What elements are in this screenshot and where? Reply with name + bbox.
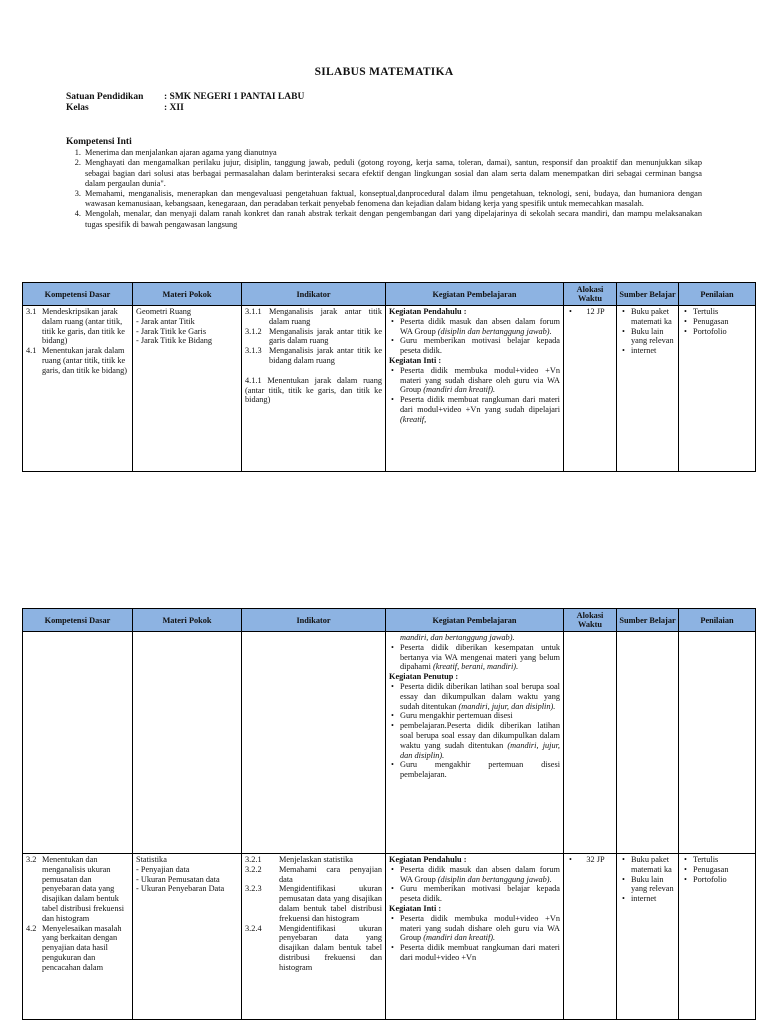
cell-alokasi-waktu	[564, 854, 617, 1020]
list-item: • Tertulis	[693, 307, 752, 317]
list-item: • Portofolio	[693, 327, 752, 337]
header-kompetensi-dasar: Kompetensi Dasar	[23, 609, 133, 632]
list-item: • pembelajaran.Peserta didik diberikan latihan soal berupa soal essay dan dikumpulkan dalam waktu yang sudah ditentukan (mandiri, jujur, dan disiplin).	[400, 721, 560, 760]
cell-sumber-belajar	[617, 306, 679, 472]
header-sumber-belajar: Sumber Belajar	[617, 283, 679, 306]
list-item: • Peserta didik membuka modul+video +Vn materi yang sudah dishare oleh guru via WA Group (mandiri dan kreatif).	[400, 914, 560, 943]
meta-label: Satuan Pendidikan	[66, 92, 144, 102]
list-item: • Buku lain yang relevan	[631, 327, 675, 347]
list-item: • Peserta didik masuk dan absen dalam forum WA Group (disiplin dan bertanggung jawab).	[400, 317, 560, 337]
kegiatan-pendahulu-list	[389, 317, 560, 356]
header-penilaian: Penilaian	[679, 609, 756, 632]
kompetensi-inti-list	[66, 148, 702, 230]
meta-row-class	[66, 103, 304, 114]
meta-row-school	[66, 92, 304, 103]
kd-item: 4.1 Menentukan jarak dalam ruang (antar titik, titik ke garis, dan titik ke bidang)	[26, 346, 128, 375]
kompetensi-inti-item: 1. Menerima dan menjalankan ajaran agama yang dianutnya	[83, 148, 702, 158]
kegiatan-pendahulu-list	[389, 865, 560, 904]
kegiatan-pendahulu-label: Kegiatan Pendahulu :	[389, 855, 467, 864]
list-item: • internet	[631, 894, 675, 904]
header-kegiatan-pembelajaran: Kegiatan Pembelajaran	[386, 283, 564, 306]
list-item: • Portofolio	[693, 875, 752, 885]
kegiatan-inti-label: Kegiatan Inti :	[389, 355, 442, 365]
cell-indikator	[242, 854, 386, 1020]
list-item: • Buku paket matemati ka	[631, 855, 675, 875]
header-kegiatan-pembelajaran: Kegiatan Pembelajaran	[386, 609, 564, 632]
indikator-item: 3.1.3 Menganalisis jarak antar titik ke bidang dalam ruang	[245, 346, 382, 365]
document-title: SILABUS MATEMATIKA	[314, 66, 454, 78]
indikator-item: 3.2.2 Memahami cara penyajian data	[245, 864, 382, 884]
cell-materi-pokok: Statistika - Penyajian data - Ukuran Pemusatan data - Ukuran Penyebaran Data	[133, 854, 242, 1020]
table-row	[23, 306, 756, 472]
kd-item: 3.2 Menentukan dan menganalisis ukuran pemusatan dan penyebaran data yang disajikan dalam bentuk tabel distribusi frekuensi dan histogram	[26, 855, 125, 923]
kegiatan-inti-label: Kegiatan Inti :	[389, 903, 442, 913]
header-indikator: Indikator	[242, 609, 386, 632]
cell-kompetensi-dasar	[23, 306, 133, 472]
list-item: • Guru mengakhir pertemuan disesi	[400, 711, 560, 721]
table-header-row	[23, 283, 756, 306]
list-item: • Peserta didik membuka modul+video +Vn materi yang sudah dishare oleh guru via WA Group (mandiri dan kreatif).	[400, 366, 560, 395]
list-item: • Peserta didik membuat rangkuman dari materi dari modul+video +Vn	[400, 943, 560, 963]
header-penilaian: Penilaian	[679, 283, 756, 306]
list-item: • Peserta didik membuat rangkuman dari materi dari modul+video +Vn yang sudah dipelajari (kreatif,	[400, 395, 560, 424]
list-item: • Buku lain yang relevan	[631, 875, 675, 895]
meta-value: : SMK NEGERI 1 PANTAI LABU	[164, 92, 305, 102]
list-item: • Peserta didik diberikan kesempatan untuk bertanya via WA mengenai materi yang belum dipahami (kreatif, berani, mandiri).	[400, 643, 560, 672]
syllabus-table-2	[22, 608, 756, 1020]
alokasi-value: • 32 JP	[578, 855, 613, 865]
cell-kegiatan-pembelajaran	[386, 854, 564, 1020]
kompetensi-inti-heading: Kompetensi Inti	[66, 137, 132, 147]
table-row	[23, 854, 756, 1020]
continued-text: mandiri, dan bertanggung jawab).	[400, 633, 515, 642]
indikator-item: 3.1.1 Menganalisis jarak antar titik dalam ruang	[245, 307, 382, 326]
list-item: • Tertulis	[693, 855, 752, 865]
kompetensi-inti-item: 2. Menghayati dan mengamalkan perilaku jujur, disiplin, tanggung jawab, peduli (gotong royong, kerja sama, toleran, damai), santun, responsif dan proaktif dan menunjukkan sikap sebagai bagian dari solusi atas berbagai permasalahan dalam berinteraksi secara efektif dengan lingkungan sosial dan alam serta dalam menempatkan diri sebagai cerminan bangsa dalam pergaulan dunia".	[83, 158, 702, 189]
list-item: • Guru memberikan motivasi belajar kepada peseta didik.	[400, 884, 560, 904]
table-row	[23, 632, 756, 854]
table-header-row	[23, 609, 756, 632]
indikator-item: 4.1.1 Menentukan jarak dalam ruang (antar titik, titik ke garis, dan titik ke bidang)	[245, 375, 382, 405]
meta-label: Kelas	[66, 103, 89, 113]
list-item: • Penugasan	[693, 865, 752, 875]
kompetensi-inti-item: 3. Memahami, menganalisis, menerapkan dan mengevaluasi pengetahuan faktual, konseptual,danprocedural dalam ilmu pengetahuan, teknologi, seni, budaya, dan humaniora dengan wawasan kemanusiaan, kebangsaan, kenegaraan, dan peradaban terkait penyebab fenomena dan kejadian dalam bidang kerja yang spesifik untuk memecahkan masalah.	[83, 189, 702, 209]
syllabus-table-1	[22, 282, 756, 472]
cell-penilaian	[679, 306, 756, 472]
kegiatan-inti-list	[389, 366, 560, 425]
alokasi-value: • 12 JP	[578, 307, 613, 317]
kegiatan-penutup-label: Kegiatan Penutup :	[389, 672, 459, 682]
header-alokasi-waktu: Alokasi Waktu	[564, 609, 617, 632]
kegiatan-penutup-list	[389, 682, 560, 780]
indikator-item: 3.2.3 Mengidentifikasi ukuran pemusatan data yang disajikan dalam bentuk tabel distribusi frekuensi dan histogram	[245, 884, 382, 923]
kompetensi-inti	[66, 137, 702, 230]
header-kompetensi-dasar: Kompetensi Dasar	[23, 283, 133, 306]
list-item: • Buku paket matemati ka	[631, 307, 675, 327]
cell-penilaian	[679, 854, 756, 1020]
header-alokasi-waktu: Alokasi Waktu	[564, 283, 617, 306]
cell-kompetensi-dasar	[23, 854, 133, 1020]
cell-alokasi-waktu	[564, 306, 617, 472]
list-item: • Penugasan	[693, 317, 752, 327]
header-sumber-belajar: Sumber Belajar	[617, 609, 679, 632]
header-indikator: Indikator	[242, 283, 386, 306]
cell-sumber-belajar	[617, 854, 679, 1020]
cell-kegiatan-pembelajaran	[386, 632, 564, 854]
list-item: • Guru mengakhir pertemuan disesi pembelajaran.	[400, 760, 560, 780]
cell-kegiatan-pembelajaran	[386, 306, 564, 472]
indikator-item: 3.2.1 Menjelaskan statistika	[245, 855, 353, 864]
meta-value: : XII	[164, 103, 184, 113]
kd-item: 4.2 Menyelesaikan masalah yang berkaitan dengan penyajian data hasil pengukuran dan pencacahan dalam	[26, 923, 122, 972]
list-item: • Guru memberikan motivasi belajar kepada peseta didik.	[400, 336, 560, 356]
kompetensi-inti-item: 4. Mengolah, menalar, dan menyaji dalam ranah konkret dan ranah abstrak terkait dengan pengembangan dari yang dipelajarinya di sekolah secara mandiri, dan mampu melaksanakan tugas spesifik di bawah pengawasan langsung	[83, 209, 702, 229]
header-materi-pokok: Materi Pokok	[133, 283, 242, 306]
document-meta	[66, 92, 304, 114]
kd-item: 3.1 Mendeskripsikan jarak dalam ruang (antar titik, titik ke garis, dan titik ke bidang)	[26, 307, 125, 346]
indikator-item: 3.1.2 Menganalisis jarak antar titik ke garis dalam ruang	[245, 326, 382, 346]
kegiatan-inti-list	[389, 914, 560, 963]
header-materi-pokok: Materi Pokok	[133, 609, 242, 632]
cell-indikator	[242, 306, 386, 472]
list-item: • Peserta didik masuk dan absen dalam forum WA Group (disiplin dan bertanggung jawab).	[400, 865, 560, 885]
kegiatan-pendahulu-label: Kegiatan Pendahulu :	[389, 307, 467, 316]
list-item: • Peserta didik diberikan latihan soal berupa soal essay dan dikumpulkan dalam waktu yang sudah ditentukan (mandiri, jujur, dan disiplin).	[400, 682, 560, 711]
cell-materi-pokok: Geometri Ruang - Jarak antar Titik - Jarak Titik ke Garis - Jarak Titik ke Bidang	[133, 306, 242, 472]
indikator-item: 3.2.4 Mengidentifikasi ukuran penyebaran data yang disajikan dalam bentuk tabel distribusi frekuensi dan histogram	[245, 923, 382, 972]
list-item: • internet	[631, 346, 675, 356]
